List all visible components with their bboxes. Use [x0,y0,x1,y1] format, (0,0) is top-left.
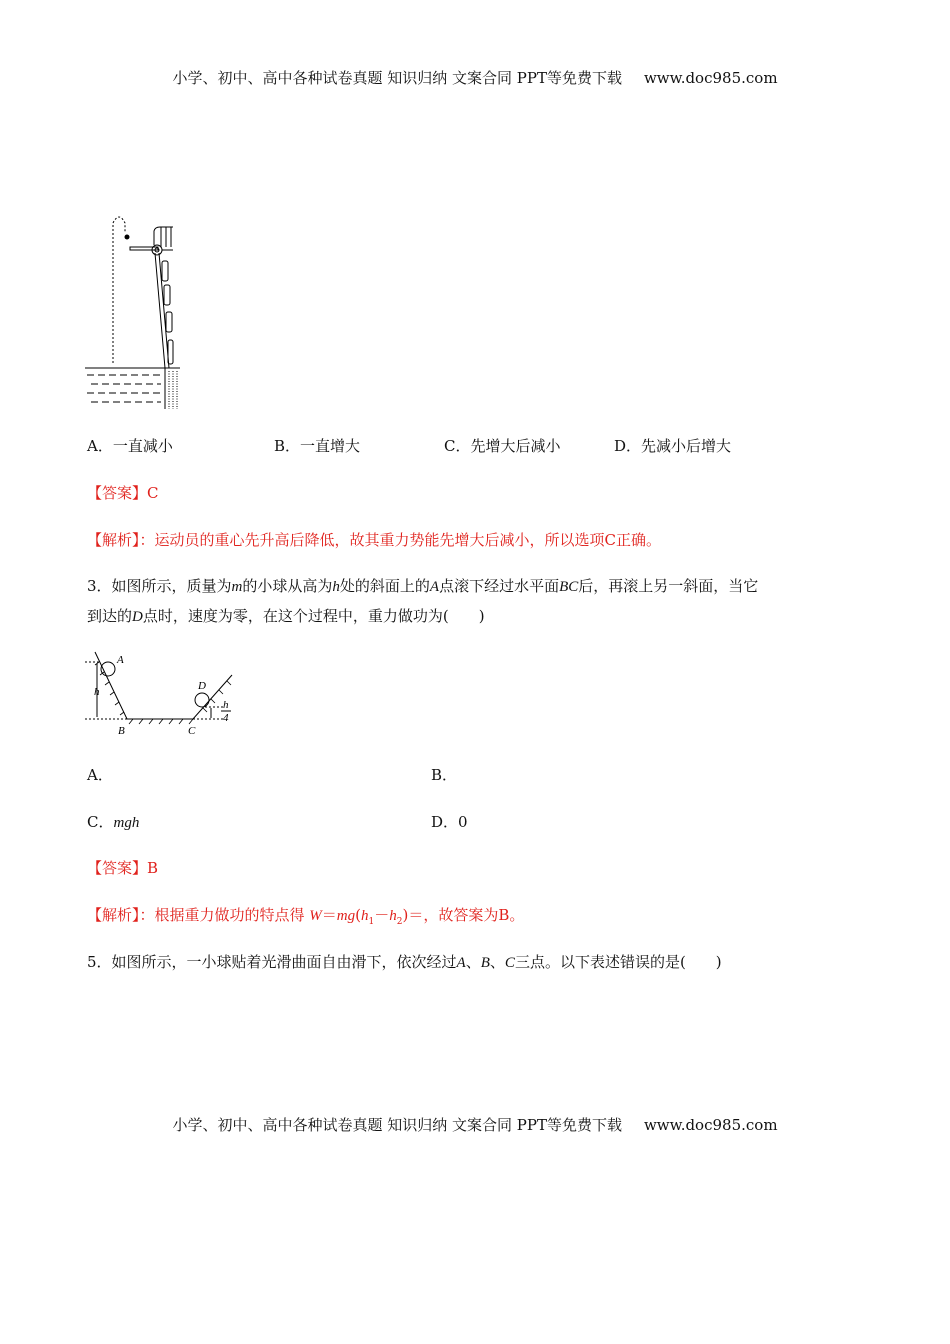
analysis-q2: 【解析】：运动员的重心先升高后降低，故其重力势能先增大后减小，所以选项C正确。 [87,531,661,549]
label-h-quarter-num: h [223,699,229,711]
q3-option-d[interactable]: D．0 [431,813,468,831]
header-text: 小学、初中、高中各种试卷真题 知识归纳 文案合同 PPT等免费下载 [172,69,622,87]
label-c: C [188,725,196,737]
option-b[interactable]: B．一直增大 [274,437,361,455]
analysis-q3: 【解析】：根据重力做功的特点得 $W=mg(h_1-h_2)=$，故答案为B。 [87,906,525,927]
header-site[interactable]: www.doc985.com [643,69,778,87]
label-d: D [198,680,206,692]
option-c[interactable]: C．先增大后减小 [444,437,561,455]
q3-option-a[interactable]: A． [87,766,113,784]
footer-text: 小学、初中、高中各种试卷真题 知识归纳 文案合同 PPT等免费下载 [172,1116,622,1134]
question-3-line1: 3．如图所示，质量为m的小球从高为h处的斜面上的A点滚下经过水平面BC后，再滚上另一斜面，当它 [87,577,759,595]
page-header [0,68,950,88]
label-a: A [117,654,124,666]
label-h: h [94,686,100,698]
diving-platform-figure [85,213,180,409]
answer-q3: 【答案】B [87,859,159,877]
q3-option-b[interactable]: B． [431,766,458,784]
answer-q2: 【答案】C [87,484,159,502]
question-5: 5．如图所示，一小球贴着光滑曲面自由滑下，依次经过A、B、C三点。以下表述错误的是( ) [87,953,722,971]
footer-site[interactable]: www.doc985.com [643,1116,778,1134]
label-h-quarter-den: 4 [223,712,229,724]
label-b: B [118,725,125,737]
page-footer [0,1115,950,1135]
slope-figure [85,650,240,740]
option-a[interactable]: A．一直减小 [87,437,173,455]
q3-option-c[interactable]: C．mgh [87,813,140,831]
option-d[interactable]: D．先减小后增大 [614,437,732,455]
question-3-line2: 到达的D点时，速度为零，在这个过程中，重力做功为( ) [87,607,485,625]
